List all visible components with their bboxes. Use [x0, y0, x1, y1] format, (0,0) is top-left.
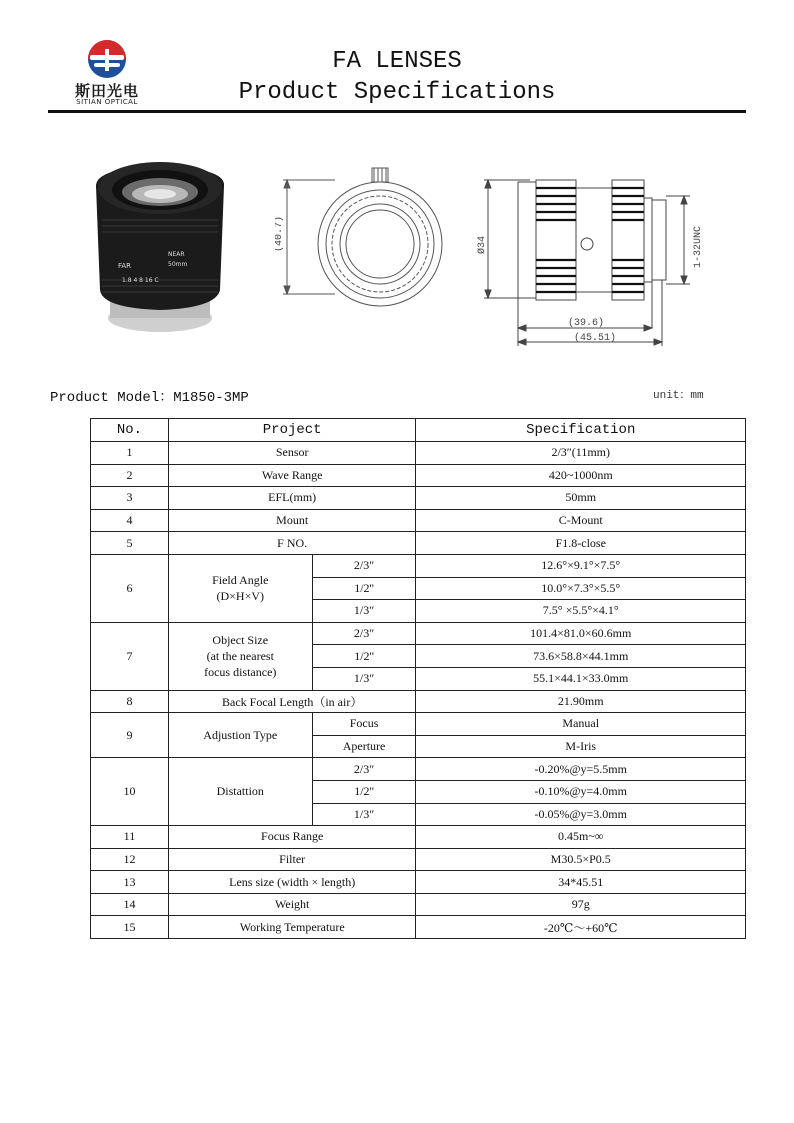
row-sub: 1/2'' — [312, 577, 416, 600]
row-no: 6 — [91, 554, 169, 622]
row-project: Mount — [168, 509, 416, 532]
row-sub: 1/2'' — [312, 645, 416, 668]
row-no: 9 — [91, 713, 169, 758]
row-no: 10 — [91, 758, 169, 826]
total-length-dim: (45.51) — [574, 333, 617, 344]
table-row — [91, 690, 746, 713]
page-subtitle: Product Specifications — [238, 79, 556, 106]
row-no: 3 — [91, 487, 169, 510]
table-header-row — [91, 419, 746, 442]
row-spec: -20℃～+60℃ — [416, 916, 746, 939]
row-project: Sensor — [168, 442, 416, 465]
row-spec: 420~1000nm — [416, 464, 746, 487]
product-model: Product Model：M1850-3MP — [50, 390, 249, 406]
row-spec: 7.5° ×5.5°×4.1° — [416, 600, 746, 623]
photo-near-label: NEAR — [168, 251, 185, 258]
row-sub: 1/3″ — [312, 600, 416, 623]
row-project: Wave Range — [168, 464, 416, 487]
photo-focal-label: 50mm — [168, 261, 188, 268]
row-spec: 12.6°×9.1°×7.5° — [416, 554, 746, 577]
row-spec: F1.8-close — [416, 532, 746, 555]
row-project: EFL(mm) — [168, 487, 416, 510]
brand-name-cn: 斯田光电 — [74, 82, 139, 100]
side-diameter-dim: Ø34 — [477, 235, 488, 254]
page-title: FA LENSES — [332, 48, 462, 75]
photo-fstop-label: 1.8 4 8 16 C — [122, 277, 159, 284]
inner-length-dim: (39.6) — [568, 318, 605, 329]
row-spec: -0.20%@y=5.5mm — [416, 758, 746, 781]
table-row — [91, 848, 746, 871]
row-no: 15 — [91, 916, 169, 939]
row-project: F NO. — [168, 532, 416, 555]
row-no: 13 — [91, 871, 169, 894]
spec-table — [90, 418, 746, 939]
row-sub: 1/3″ — [312, 803, 416, 826]
row-spec: 50mm — [416, 487, 746, 510]
row-project: Lens size (width × length) — [168, 871, 416, 894]
header-project: Project — [168, 419, 416, 442]
table-row — [91, 713, 746, 736]
side-view-drawing — [470, 168, 720, 356]
table-row — [91, 758, 746, 781]
row-no: 2 — [91, 464, 169, 487]
row-spec: 21.90mm — [416, 690, 746, 713]
row-no: 1 — [91, 442, 169, 465]
header-spec: Specification — [416, 419, 746, 442]
row-no: 5 — [91, 532, 169, 555]
row-spec: Manual — [416, 713, 746, 736]
row-project: Object Size (at the nearest focus distance) — [168, 622, 312, 690]
row-sub: 2/3″ — [312, 554, 416, 577]
unit-label: unit：mm — [653, 390, 704, 402]
row-spec: 55.1×44.1×33.0mm — [416, 667, 746, 690]
table-row — [91, 442, 746, 465]
row-project: Adjustion Type — [168, 713, 312, 758]
row-no: 4 — [91, 509, 169, 532]
row-no: 12 — [91, 848, 169, 871]
table-row — [91, 487, 746, 510]
row-sub: 2/3″ — [312, 622, 416, 645]
row-project: Filter — [168, 848, 416, 871]
row-spec: 10.0°×7.3°×5.5° — [416, 577, 746, 600]
thread-dim: 1-32UNC — [693, 225, 704, 268]
row-project: Working Temperature — [168, 916, 416, 939]
table-row — [91, 826, 746, 849]
row-sub: Focus — [312, 713, 416, 736]
photo-far-label: FAR — [118, 262, 132, 270]
header-no: No. — [91, 419, 169, 442]
row-no: 14 — [91, 893, 169, 916]
row-project: Back Focal Length（in air） — [168, 690, 416, 713]
row-spec: -0.10%@y=4.0mm — [416, 780, 746, 803]
row-sub: 1/2'' — [312, 780, 416, 803]
row-spec: 0.45m~∞ — [416, 826, 746, 849]
table-row — [91, 464, 746, 487]
table-row — [91, 916, 746, 939]
row-project: Field Angle (D×H×V) — [168, 554, 312, 622]
row-spec: M30.5×P0.5 — [416, 848, 746, 871]
brand-name-en: SITIAN OPTICAL — [76, 98, 138, 106]
row-no: 8 — [91, 690, 169, 713]
table-row — [91, 893, 746, 916]
front-view-drawing — [275, 160, 455, 308]
row-spec: 2/3″(11mm) — [416, 442, 746, 465]
front-height-dim: (40.7) — [275, 215, 285, 252]
row-no: 11 — [91, 826, 169, 849]
row-spec: 97g — [416, 893, 746, 916]
row-spec: -0.05%@y=3.0mm — [416, 803, 746, 826]
table-row — [91, 871, 746, 894]
lens-photo — [88, 158, 238, 336]
row-project: Weight — [168, 893, 416, 916]
table-row — [91, 509, 746, 532]
row-spec: M-Iris — [416, 735, 746, 758]
row-spec: 101.4×81.0×60.6mm — [416, 622, 746, 645]
table-row — [91, 532, 746, 555]
row-spec: 73.6×58.8×44.1mm — [416, 645, 746, 668]
table-row — [91, 622, 746, 645]
row-sub: 1/3″ — [312, 667, 416, 690]
row-project: Focus Range — [168, 826, 416, 849]
row-spec: C-Mount — [416, 509, 746, 532]
header-rule — [48, 110, 746, 113]
row-no: 7 — [91, 622, 169, 690]
table-row — [91, 554, 746, 577]
row-sub: Aperture — [312, 735, 416, 758]
row-sub: 2/3″ — [312, 758, 416, 781]
row-spec: 34*45.51 — [416, 871, 746, 894]
row-project: Distattion — [168, 758, 312, 826]
